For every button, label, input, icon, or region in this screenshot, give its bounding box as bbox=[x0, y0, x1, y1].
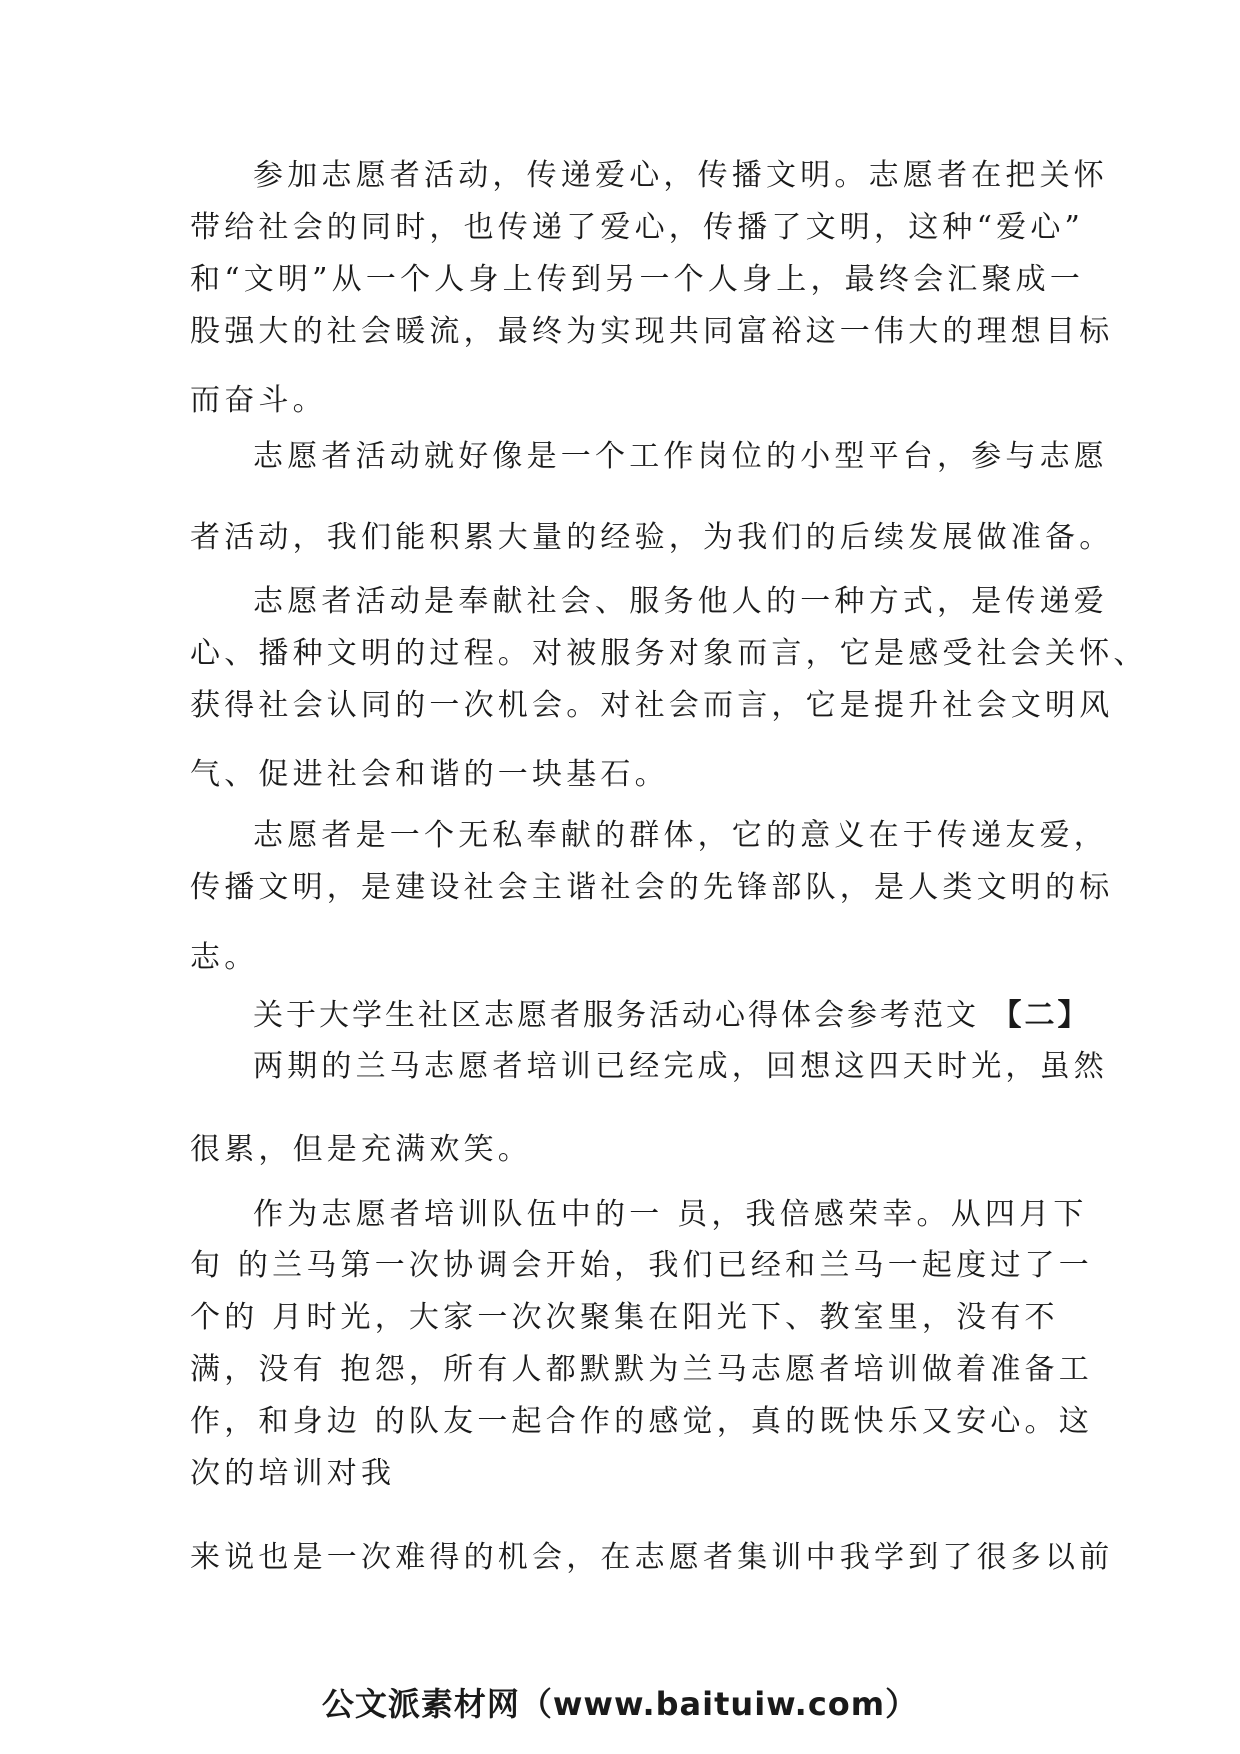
paragraph-6-line-7: 来说也是一次难得的机会，在志愿者集训中我学到了很多以前 bbox=[190, 1540, 1114, 1575]
footer-source: 公文派素材网（www.baituiw.com） bbox=[321, 1685, 919, 1723]
paragraph-3-line-1: 志愿者活动是奉献社会、服务他人的一种方式，是传递爱 bbox=[253, 584, 1108, 619]
section-heading bbox=[253, 996, 1091, 1036]
paragraph-3-line-2: 心、播种文明的过程。对被服务对象而言，它是感受社会关怀、 bbox=[190, 636, 1148, 671]
section-heading-title: 关于大学生社区志愿者服务活动心得体会参考范文 bbox=[253, 998, 979, 1033]
paragraph-6-line-2: 旬 的兰马第一次协调会开始，我们已经和兰马一起度过了一 bbox=[190, 1248, 1093, 1283]
section-heading-tag: 【二】 bbox=[991, 998, 1091, 1033]
paragraph-1-line-4: 股强大的社会暖流，最终为实现共同富裕这一伟大的理想目标 bbox=[190, 314, 1114, 349]
paragraph-6-line-3: 个的 月时光，大家一次次聚集在阳光下、教室里，没有不 bbox=[190, 1300, 1059, 1335]
paragraph-3-line-4: 气、促进社会和谐的一块基石。 bbox=[190, 757, 669, 792]
paragraph-5-line-1: 两期的兰马志愿者培训已经完成，回想这四天时光，虽然 bbox=[253, 1049, 1108, 1084]
paragraph-3-line-3: 获得社会认同的一次机会。对社会而言，它是提升社会文明风 bbox=[190, 688, 1114, 723]
paragraph-2-line-2: 者活动，我们能积累大量的经验，为我们的后续发展做准备。 bbox=[190, 520, 1114, 555]
paragraph-6-line-5: 作，和身边 的队友一起合作的感觉，真的既快乐又安心。这 bbox=[190, 1404, 1093, 1439]
paragraph-1-line-2: 带给社会的同时，也传递了爱心，传播了文明，这种“爱心” bbox=[190, 210, 1085, 245]
paragraph-6-line-4: 满，没有 抱怨，所有人都默默为兰马志愿者培训做着准备工 bbox=[190, 1352, 1093, 1387]
paragraph-6-line-6: 次的培训对我 bbox=[190, 1456, 396, 1491]
paragraph-1-line-1: 参加志愿者活动，传递爱心，传播文明。志愿者在把关怀 bbox=[253, 158, 1108, 193]
paragraph-4-line-2: 传播文明，是建设社会主谐社会的先锋部队，是人类文明的标 bbox=[190, 870, 1114, 905]
paragraph-2-line-1: 志愿者活动就好像是一个工作岗位的小型平台，参与志愿 bbox=[253, 439, 1108, 474]
paragraph-4-line-3: 志。 bbox=[190, 940, 259, 975]
paragraph-5-line-2: 很累，但是充满欢笑。 bbox=[190, 1132, 532, 1167]
paragraph-1-line-5: 而奋斗。 bbox=[190, 383, 327, 418]
paragraph-6-line-1: 作为志愿者培训队伍中的一 员，我倍感荣幸。从四月下 bbox=[253, 1197, 1088, 1232]
paragraph-4-line-1: 志愿者是一个无私奉献的群体，它的意义在于传递友爱， bbox=[253, 818, 1108, 853]
paragraph-1-line-3: 和“文明”从一个人身上传到另一个人身上，最终会汇聚成一 bbox=[190, 262, 1085, 297]
